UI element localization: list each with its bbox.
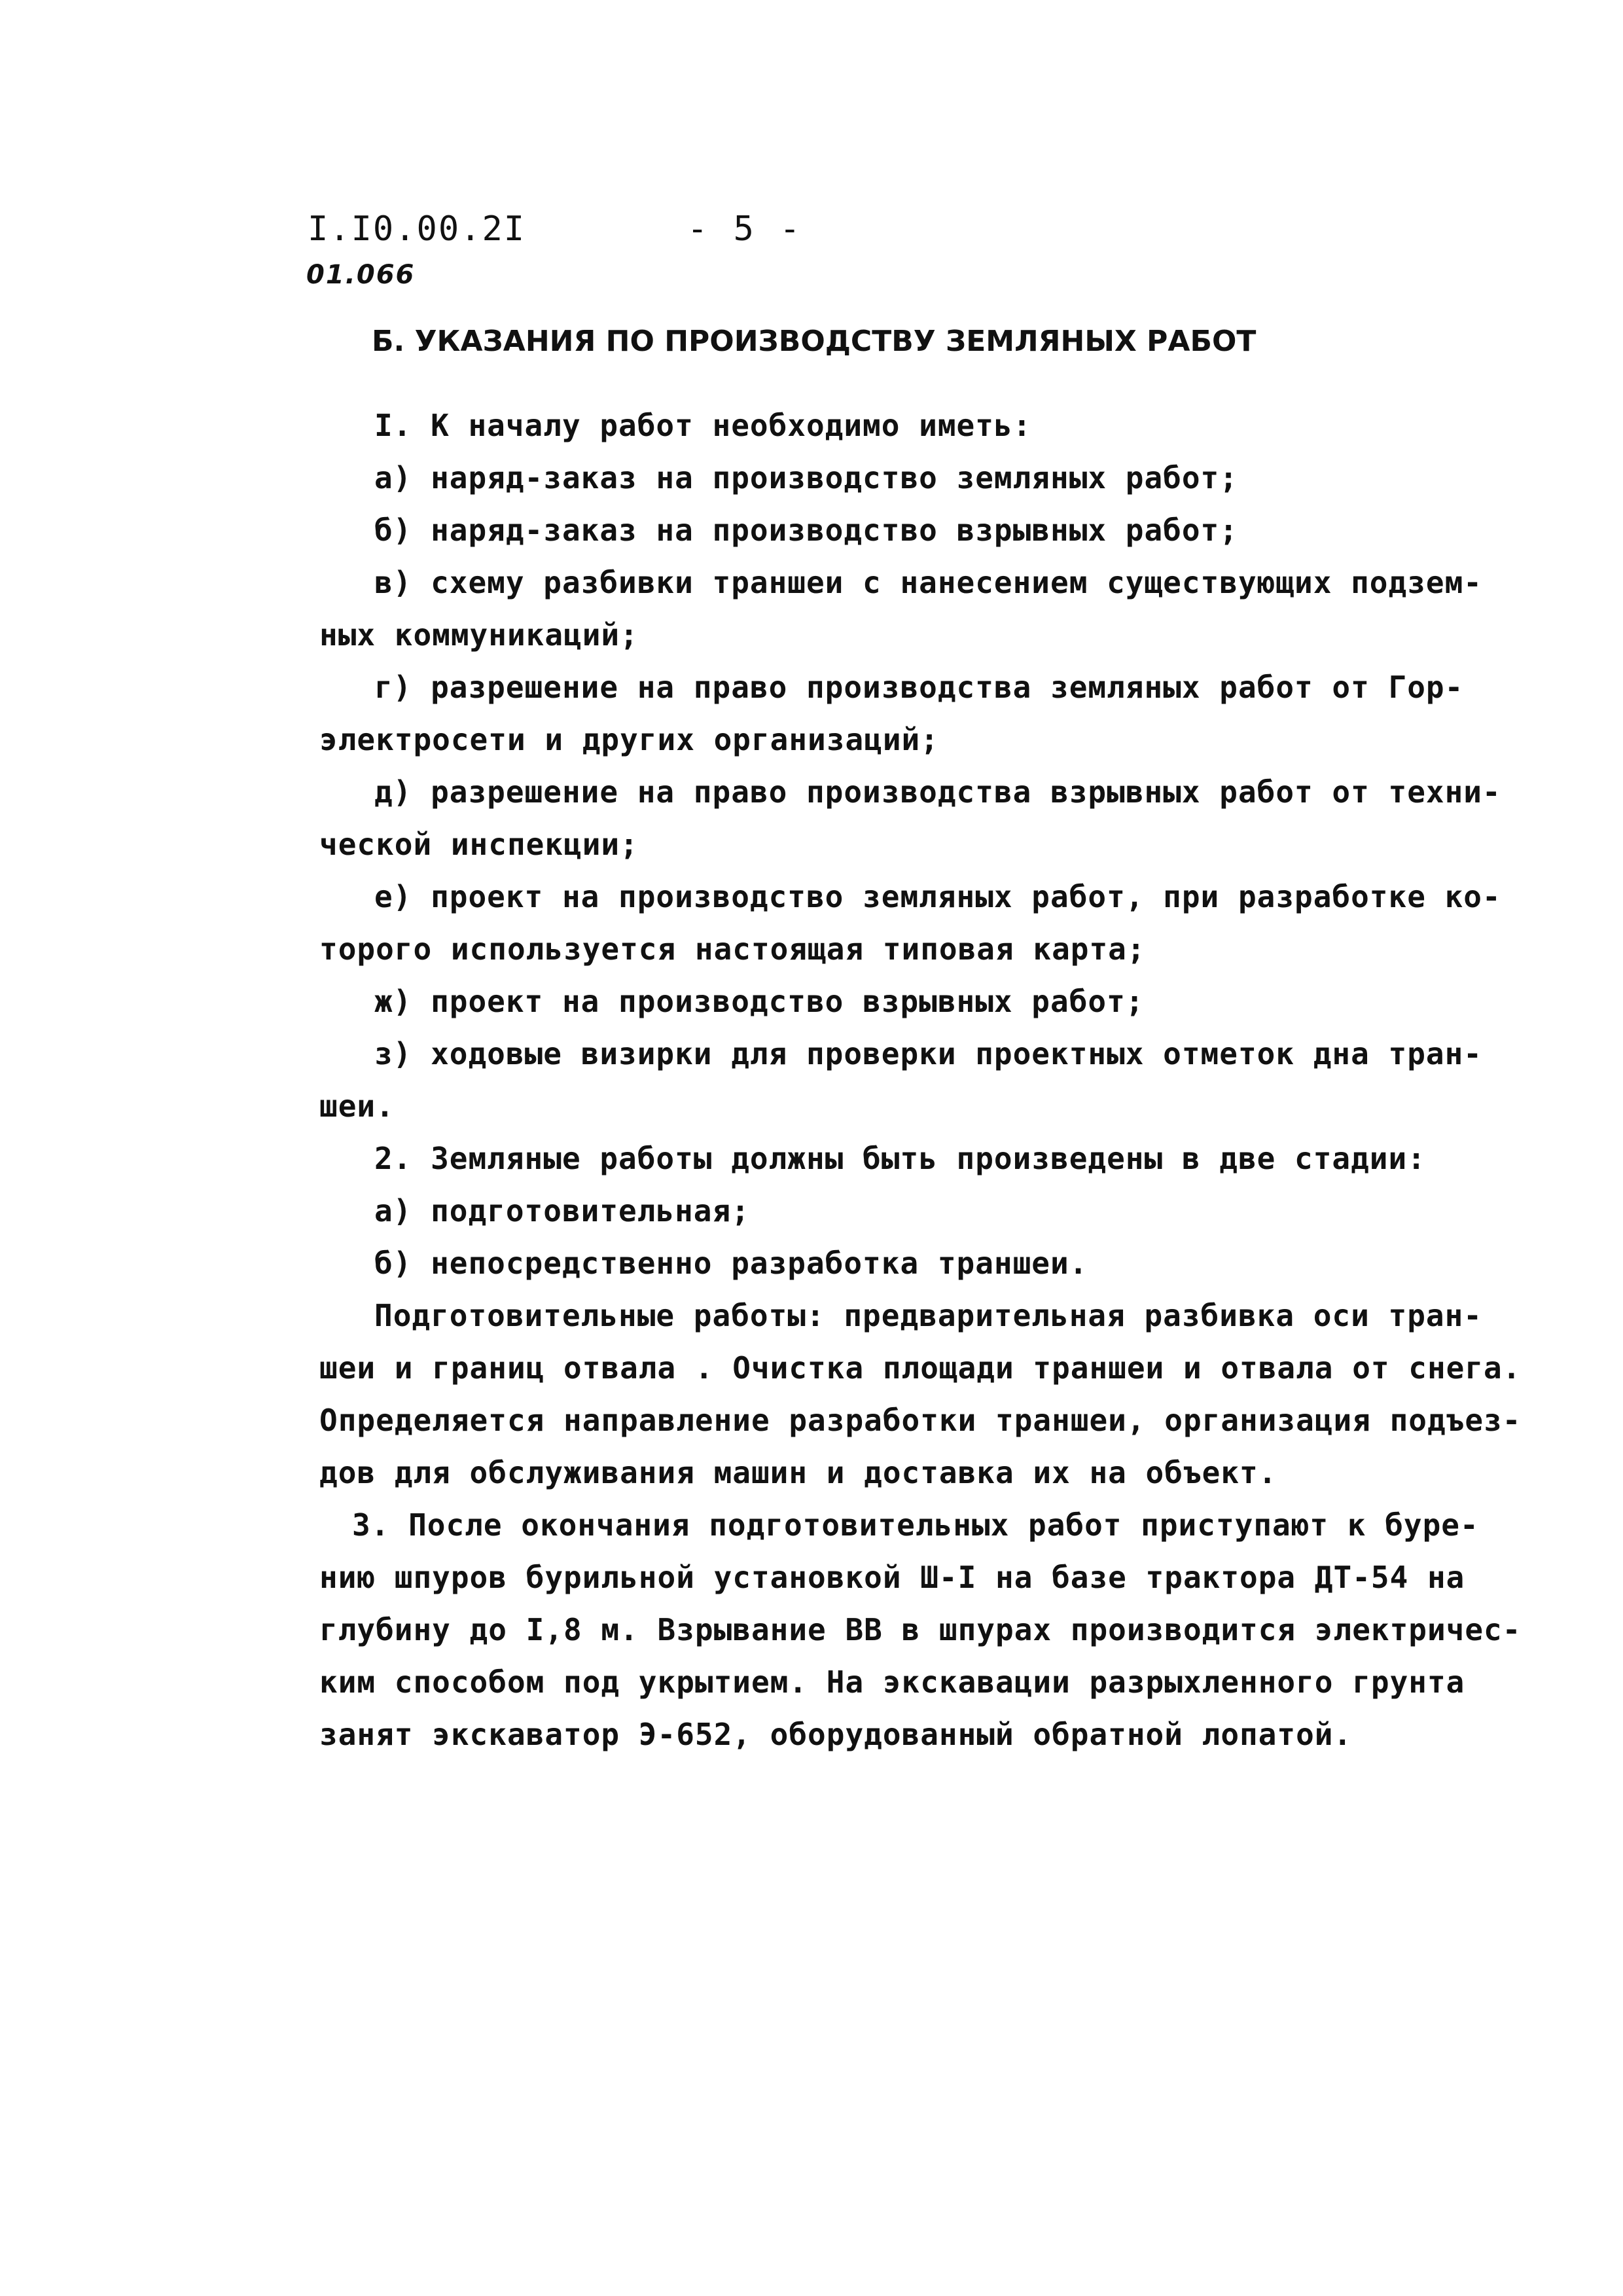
body-line: дов для обслуживания машин и доставка их на объект. [319,1455,1277,1490]
body-line: 2. Земляные работы должны быть произведены в две стадии: [374,1141,1426,1176]
document-code-handwritten: 01.066 [306,260,416,290]
body-line: в) схему разбивки траншеи с нанесением существующих подзем- [374,565,1482,600]
body-line: ж) проект на производство взрывных работ; [374,984,1145,1019]
body-line: занят экскаватор Э-652, оборудованный обратной лопатой. [319,1717,1353,1752]
body-line: д) разрешение на право производства взрывных работ от техни- [374,774,1501,810]
body-line: шеи и границ отвала . Очистка площади траншеи и отвала от снега. [319,1350,1522,1386]
body-line: ных коммуникаций; [319,617,639,653]
body-line: I. К началу работ необходимо иметь: [374,408,1032,443]
body-line: а) наряд-заказ на производство земляных работ; [374,460,1238,495]
body-line: г) разрешение на право производства земляных работ от Гор- [374,670,1464,705]
document-code: I.I0.00.2I [308,209,526,249]
body-line: торого используется настоящая типовая карта; [319,931,1146,967]
body-line: глубину до I,8 м. Взрывание ВВ в шпурах производится электричес- [319,1612,1522,1647]
body-line: Определяется направление разработки траншеи, организация подъез- [319,1403,1522,1438]
body-line: а) подготовительная; [374,1193,750,1229]
body-line: ким способом под укрытием. На экскавации разрыхленного грунта [319,1664,1465,1700]
body-line: б) наряд-заказ на производство взрывных работ; [374,512,1238,548]
section-heading: Б. УКАЗАНИЯ ПО ПРОИЗВОДСТВУ ЗЕМЛЯНЫХ РАБОТ [372,325,1257,358]
body-line: Подготовительные работы: предварительная разбивка оси тран- [374,1298,1482,1333]
body-line: электросети и других организаций; [319,722,939,757]
body-line: ческой инспекции; [319,827,639,862]
body-line: б) непосредственно разработка траншеи. [374,1246,1088,1281]
page-number: - 5 - [687,209,803,249]
body-line: е) проект на производство земляных работ, при разработке ко- [374,879,1501,914]
body-line: шеи. [319,1088,395,1124]
body-line: 3. После окончания подготовительных работ приступают к буре- [352,1507,1479,1543]
body-line: нию шпуров бурильной установкой Ш-I на базе трактора ДТ-54 на [319,1560,1465,1595]
body-line: з) ходовые визирки для проверки проектных отметок дна тран- [374,1036,1482,1071]
